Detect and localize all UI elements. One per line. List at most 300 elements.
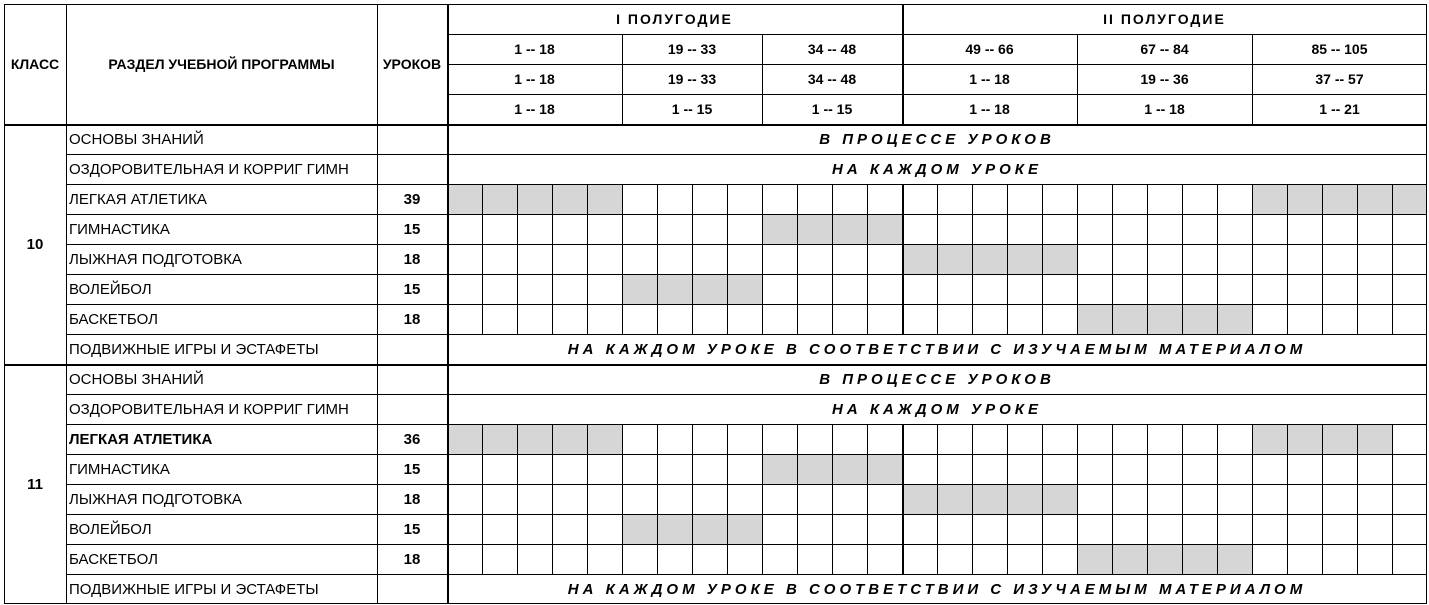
week-divider bbox=[482, 184, 483, 214]
week-divider bbox=[1217, 484, 1218, 514]
span-note: В ПРОЦЕССЕ УРОКОВ bbox=[819, 130, 1055, 148]
lesson-count: 18 bbox=[403, 250, 421, 268]
section-name: ОСНОВЫ ЗНАНИЙ bbox=[69, 370, 204, 388]
table-right-border bbox=[1426, 4, 1427, 604]
week-divider bbox=[1357, 424, 1358, 454]
week-divider bbox=[1322, 544, 1323, 574]
week-divider bbox=[797, 304, 798, 334]
week-divider bbox=[1357, 514, 1358, 544]
week-divider bbox=[797, 454, 798, 484]
week-divider bbox=[1322, 484, 1323, 514]
week-divider bbox=[1007, 424, 1008, 454]
week-divider bbox=[1077, 184, 1078, 214]
week-divider bbox=[1182, 274, 1183, 304]
week-divider bbox=[657, 304, 658, 334]
lesson-count: 39 bbox=[403, 190, 421, 208]
week-divider bbox=[1007, 544, 1008, 574]
week-divider bbox=[1217, 304, 1218, 334]
week-divider bbox=[1287, 274, 1288, 304]
period-range: 19 -- 33 bbox=[667, 41, 717, 57]
week-divider bbox=[1077, 484, 1078, 514]
lesson-count: 18 bbox=[403, 490, 421, 508]
lesson-count: 36 bbox=[403, 430, 421, 448]
week-divider bbox=[1392, 514, 1393, 544]
week-divider bbox=[587, 544, 588, 574]
section-name: ОЗДОРОВИТЕЛЬНАЯ И КОРРИГ ГИМН bbox=[69, 160, 349, 178]
week-divider bbox=[937, 454, 938, 484]
week-divider bbox=[762, 484, 763, 514]
week-divider bbox=[972, 274, 973, 304]
week-divider bbox=[1042, 244, 1043, 274]
week-divider bbox=[587, 484, 588, 514]
week-divider bbox=[692, 304, 693, 334]
week-divider bbox=[657, 514, 658, 544]
week-divider bbox=[1252, 544, 1253, 574]
week-divider bbox=[1077, 304, 1078, 334]
week-divider bbox=[482, 304, 483, 334]
lesson-count bbox=[377, 154, 447, 184]
week-divider bbox=[1392, 244, 1393, 274]
week-divider bbox=[1147, 304, 1148, 334]
week-divider bbox=[1217, 214, 1218, 244]
week-divider bbox=[657, 544, 658, 574]
week-divider bbox=[622, 244, 623, 274]
week-divider bbox=[657, 484, 658, 514]
week-divider bbox=[622, 424, 623, 454]
week-divider bbox=[1112, 454, 1113, 484]
week-divider bbox=[832, 484, 833, 514]
section-name: ЛЫЖНАЯ ПОДГОТОВКА bbox=[69, 490, 242, 508]
week-divider bbox=[902, 244, 904, 274]
period-range: 19 -- 33 bbox=[667, 71, 717, 87]
period-range: 37 -- 57 bbox=[1315, 71, 1364, 87]
week-divider bbox=[1007, 214, 1008, 244]
header-half-1: I ПОЛУГОДИЕ bbox=[616, 11, 733, 27]
row-divider bbox=[66, 484, 1427, 485]
week-divider bbox=[517, 544, 518, 574]
period-range: 1 -- 18 bbox=[514, 101, 555, 117]
week-divider bbox=[1042, 214, 1043, 244]
week-divider bbox=[1182, 514, 1183, 544]
week-divider bbox=[482, 274, 483, 304]
week-divider bbox=[1392, 544, 1393, 574]
scheduled-cell bbox=[797, 454, 832, 484]
week-divider bbox=[692, 424, 693, 454]
week-divider bbox=[1357, 274, 1358, 304]
week-divider bbox=[762, 514, 763, 544]
week-divider bbox=[552, 424, 553, 454]
week-divider bbox=[1007, 184, 1008, 214]
week-divider bbox=[797, 214, 798, 244]
week-divider bbox=[867, 454, 868, 484]
week-divider bbox=[692, 514, 693, 544]
week-divider bbox=[1322, 454, 1323, 484]
week-divider bbox=[552, 274, 553, 304]
week-divider bbox=[1287, 244, 1288, 274]
week-divider bbox=[937, 304, 938, 334]
week-divider bbox=[1112, 424, 1113, 454]
week-divider bbox=[482, 544, 483, 574]
scheduled-cell bbox=[972, 484, 1007, 514]
week-divider bbox=[1357, 304, 1358, 334]
week-divider bbox=[587, 244, 588, 274]
week-divider bbox=[832, 214, 833, 244]
week-divider bbox=[937, 214, 938, 244]
row-divider bbox=[66, 274, 1427, 275]
week-divider bbox=[622, 484, 623, 514]
week-divider bbox=[1252, 244, 1253, 274]
week-divider bbox=[1042, 514, 1043, 544]
week-divider bbox=[1252, 214, 1253, 244]
week-divider bbox=[972, 544, 973, 574]
week-divider bbox=[1392, 274, 1393, 304]
period-range: 49 -- 66 bbox=[965, 41, 1014, 57]
scheduled-cell bbox=[762, 454, 797, 484]
week-divider bbox=[622, 514, 623, 544]
week-divider bbox=[1322, 184, 1323, 214]
week-divider bbox=[937, 424, 938, 454]
week-divider bbox=[1322, 424, 1323, 454]
week-divider bbox=[1112, 244, 1113, 274]
week-divider bbox=[937, 514, 938, 544]
row-divider bbox=[66, 334, 1427, 335]
week-divider bbox=[937, 484, 938, 514]
week-divider bbox=[1287, 304, 1288, 334]
scheduled-cell bbox=[1077, 304, 1112, 334]
lesson-count: 15 bbox=[403, 460, 421, 478]
week-divider bbox=[552, 184, 553, 214]
week-divider bbox=[797, 274, 798, 304]
scheduled-cell bbox=[1217, 304, 1252, 334]
week-divider bbox=[692, 484, 693, 514]
week-divider bbox=[1287, 424, 1288, 454]
period-range: 1 -- 15 bbox=[671, 101, 713, 117]
scheduled-cell bbox=[1357, 424, 1392, 454]
week-divider bbox=[1147, 184, 1148, 214]
week-divider bbox=[1392, 184, 1393, 214]
week-divider bbox=[1147, 244, 1148, 274]
header-class: КЛАСС bbox=[10, 56, 60, 72]
week-divider bbox=[902, 304, 904, 334]
week-divider bbox=[622, 304, 623, 334]
week-divider bbox=[1007, 514, 1008, 544]
lesson-count bbox=[377, 574, 447, 604]
week-divider bbox=[1357, 184, 1358, 214]
row-divider bbox=[66, 424, 1427, 425]
week-divider bbox=[692, 244, 693, 274]
week-divider bbox=[1007, 304, 1008, 334]
week-divider bbox=[692, 184, 693, 214]
section-name: БАСКЕТБОЛ bbox=[69, 550, 158, 568]
period-range: 34 -- 48 bbox=[807, 71, 857, 87]
week-divider bbox=[972, 454, 973, 484]
week-divider bbox=[587, 424, 588, 454]
week-divider bbox=[1112, 514, 1113, 544]
scheduled-cell bbox=[1287, 424, 1322, 454]
scheduled-cell bbox=[762, 214, 797, 244]
week-divider bbox=[482, 514, 483, 544]
span-note: НА КАЖДОМ УРОКЕ bbox=[831, 160, 1042, 178]
period-range: 1 -- 18 bbox=[969, 101, 1010, 117]
scheduled-cell bbox=[447, 184, 482, 214]
scheduled-cell bbox=[1217, 544, 1252, 574]
week-divider bbox=[867, 274, 868, 304]
week-divider bbox=[1217, 274, 1218, 304]
week-divider bbox=[1392, 454, 1393, 484]
week-divider bbox=[1357, 544, 1358, 574]
section-name: БАСКЕТБОЛ bbox=[69, 310, 158, 328]
week-divider bbox=[482, 214, 483, 244]
lesson-count: 15 bbox=[403, 520, 421, 538]
week-divider bbox=[517, 484, 518, 514]
week-divider bbox=[902, 514, 904, 544]
week-divider bbox=[1147, 274, 1148, 304]
week-divider bbox=[1182, 424, 1183, 454]
span-note: НА КАЖДОМ УРОКЕ В СООТВЕТСТВИИ С ИЗУЧАЕМЫМ МАТЕРИАЛОМ bbox=[567, 340, 1307, 358]
week-divider bbox=[937, 274, 938, 304]
lesson-count bbox=[377, 124, 447, 154]
scheduled-cell bbox=[1182, 304, 1217, 334]
week-divider bbox=[622, 274, 623, 304]
week-divider bbox=[1007, 274, 1008, 304]
week-divider bbox=[1147, 514, 1148, 544]
week-divider bbox=[1357, 244, 1358, 274]
week-divider bbox=[1217, 184, 1218, 214]
row-divider bbox=[66, 514, 1427, 515]
period-range: 1 -- 21 bbox=[1319, 101, 1360, 117]
grid-line bbox=[447, 94, 1427, 95]
week-divider bbox=[1077, 244, 1078, 274]
week-divider bbox=[1252, 184, 1253, 214]
week-divider bbox=[762, 214, 763, 244]
week-divider bbox=[867, 484, 868, 514]
week-divider bbox=[517, 214, 518, 244]
week-divider bbox=[727, 484, 728, 514]
row-divider bbox=[66, 184, 1427, 185]
section-name: ОСНОВЫ ЗНАНИЙ bbox=[69, 130, 204, 148]
week-divider bbox=[1287, 214, 1288, 244]
week-divider bbox=[832, 274, 833, 304]
week-divider bbox=[972, 304, 973, 334]
week-divider bbox=[727, 454, 728, 484]
week-divider bbox=[1042, 304, 1043, 334]
week-divider bbox=[517, 184, 518, 214]
week-divider bbox=[1182, 214, 1183, 244]
week-divider bbox=[727, 184, 728, 214]
scheduled-cell bbox=[1392, 184, 1427, 214]
scheduled-cell bbox=[482, 424, 517, 454]
week-divider bbox=[657, 214, 658, 244]
period-range: 85 -- 105 bbox=[1311, 41, 1368, 57]
week-divider bbox=[1147, 424, 1148, 454]
week-divider bbox=[692, 454, 693, 484]
week-divider bbox=[902, 184, 904, 214]
section-name: ЛЫЖНАЯ ПОДГОТОВКА bbox=[69, 250, 242, 268]
week-divider bbox=[972, 244, 973, 274]
week-divider bbox=[867, 514, 868, 544]
week-divider bbox=[552, 304, 553, 334]
row-divider bbox=[66, 574, 1427, 575]
table-left-border bbox=[4, 4, 5, 604]
week-divider bbox=[1077, 454, 1078, 484]
week-divider bbox=[832, 544, 833, 574]
lesson-count: 15 bbox=[403, 280, 421, 298]
week-divider bbox=[1077, 544, 1078, 574]
scheduled-cell bbox=[692, 514, 727, 544]
week-divider bbox=[972, 184, 973, 214]
week-divider bbox=[1322, 304, 1323, 334]
scheduled-cell bbox=[657, 514, 692, 544]
week-divider bbox=[622, 184, 623, 214]
week-divider bbox=[1147, 214, 1148, 244]
section-name: ОЗДОРОВИТЕЛЬНАЯ И КОРРИГ ГИМН bbox=[69, 400, 349, 418]
lesson-count: 18 bbox=[403, 310, 421, 328]
week-divider bbox=[867, 304, 868, 334]
week-divider bbox=[517, 514, 518, 544]
week-divider bbox=[902, 454, 904, 484]
week-divider bbox=[832, 184, 833, 214]
scheduled-cell bbox=[902, 244, 937, 274]
week-divider bbox=[972, 214, 973, 244]
week-divider bbox=[587, 454, 588, 484]
week-divider bbox=[1287, 484, 1288, 514]
period-range: 1 -- 18 bbox=[514, 41, 555, 57]
week-divider bbox=[867, 544, 868, 574]
week-divider bbox=[797, 424, 798, 454]
scheduled-cell bbox=[797, 214, 832, 244]
week-divider bbox=[552, 484, 553, 514]
week-divider bbox=[1112, 274, 1113, 304]
week-divider bbox=[902, 214, 904, 244]
week-divider bbox=[482, 454, 483, 484]
week-divider bbox=[1217, 544, 1218, 574]
week-divider bbox=[1112, 184, 1113, 214]
week-divider bbox=[1287, 544, 1288, 574]
group-divider bbox=[1252, 34, 1253, 124]
scheduled-cell bbox=[1147, 544, 1182, 574]
week-divider bbox=[1252, 274, 1253, 304]
week-divider bbox=[902, 274, 904, 304]
week-divider bbox=[832, 514, 833, 544]
row-divider bbox=[66, 544, 1427, 545]
week-divider bbox=[1252, 484, 1253, 514]
week-divider bbox=[1322, 214, 1323, 244]
week-divider bbox=[1112, 214, 1113, 244]
week-divider bbox=[1322, 274, 1323, 304]
week-divider bbox=[797, 514, 798, 544]
scheduled-cell bbox=[867, 214, 902, 244]
week-divider bbox=[1182, 454, 1183, 484]
week-divider bbox=[1077, 274, 1078, 304]
week-divider bbox=[797, 244, 798, 274]
week-divider bbox=[972, 514, 973, 544]
week-divider bbox=[1322, 514, 1323, 544]
scheduled-cell bbox=[1322, 424, 1357, 454]
week-divider bbox=[727, 424, 728, 454]
lesson-count bbox=[377, 334, 447, 364]
span-note: НА КАЖДОМ УРОКЕ bbox=[831, 400, 1042, 418]
scheduled-cell bbox=[657, 274, 692, 304]
week-divider bbox=[552, 514, 553, 544]
section-name: ГИМНАСТИКА bbox=[69, 220, 170, 238]
scheduled-cell bbox=[1287, 184, 1322, 214]
grid-line bbox=[66, 4, 67, 604]
row-divider bbox=[66, 154, 1427, 155]
week-divider bbox=[1147, 484, 1148, 514]
week-divider bbox=[1217, 454, 1218, 484]
class-number: 10 bbox=[26, 235, 44, 253]
week-divider bbox=[762, 304, 763, 334]
scheduled-cell bbox=[1007, 244, 1042, 274]
scheduled-cell bbox=[517, 424, 552, 454]
week-divider bbox=[797, 484, 798, 514]
week-divider bbox=[657, 454, 658, 484]
week-divider bbox=[1182, 544, 1183, 574]
week-divider bbox=[1252, 514, 1253, 544]
week-divider bbox=[1322, 244, 1323, 274]
scheduled-cell bbox=[1252, 424, 1287, 454]
week-divider bbox=[937, 244, 938, 274]
span-note: В ПРОЦЕССЕ УРОКОВ bbox=[819, 370, 1055, 388]
week-divider bbox=[832, 244, 833, 274]
week-divider bbox=[1182, 184, 1183, 214]
period-range: 34 -- 48 bbox=[807, 41, 857, 57]
week-divider bbox=[1112, 304, 1113, 334]
scheduled-cell bbox=[692, 274, 727, 304]
row-divider bbox=[66, 214, 1427, 215]
week-divider bbox=[867, 244, 868, 274]
section-name: ВОЛЕЙБОЛ bbox=[69, 280, 152, 298]
grid-line bbox=[447, 64, 1427, 65]
week-divider bbox=[692, 274, 693, 304]
week-divider bbox=[727, 514, 728, 544]
week-divider bbox=[727, 244, 728, 274]
row-divider bbox=[66, 244, 1427, 245]
period-range: 1 -- 18 bbox=[514, 71, 555, 87]
week-divider bbox=[902, 424, 904, 454]
week-divider bbox=[867, 424, 868, 454]
scheduled-cell bbox=[867, 454, 902, 484]
week-divider bbox=[1287, 454, 1288, 484]
grid-line bbox=[447, 4, 449, 604]
week-divider bbox=[727, 304, 728, 334]
scheduled-cell bbox=[587, 184, 622, 214]
week-divider bbox=[1287, 514, 1288, 544]
scheduled-cell bbox=[552, 184, 587, 214]
section-name: ЛЕГКАЯ АТЛЕТИКА bbox=[69, 430, 213, 448]
week-divider bbox=[832, 454, 833, 484]
section-name: ВОЛЕЙБОЛ bbox=[69, 520, 152, 538]
week-divider bbox=[1077, 514, 1078, 544]
week-divider bbox=[762, 454, 763, 484]
week-divider bbox=[517, 244, 518, 274]
header-hours: УРОКОВ bbox=[382, 56, 442, 72]
scheduled-cell bbox=[1007, 484, 1042, 514]
week-divider bbox=[1252, 424, 1253, 454]
row-divider bbox=[66, 394, 1427, 395]
week-divider bbox=[482, 484, 483, 514]
lesson-count bbox=[377, 394, 447, 424]
header-section: РАЗДЕЛ УЧЕБНОЙ ПРОГРАММЫ bbox=[108, 56, 335, 72]
grid-line bbox=[377, 4, 378, 604]
period-range: 1 -- 18 bbox=[969, 71, 1010, 87]
group-divider bbox=[622, 34, 623, 124]
week-divider bbox=[622, 214, 623, 244]
week-divider bbox=[797, 544, 798, 574]
scheduled-cell bbox=[1147, 304, 1182, 334]
week-divider bbox=[1112, 484, 1113, 514]
scheduled-cell bbox=[622, 274, 657, 304]
